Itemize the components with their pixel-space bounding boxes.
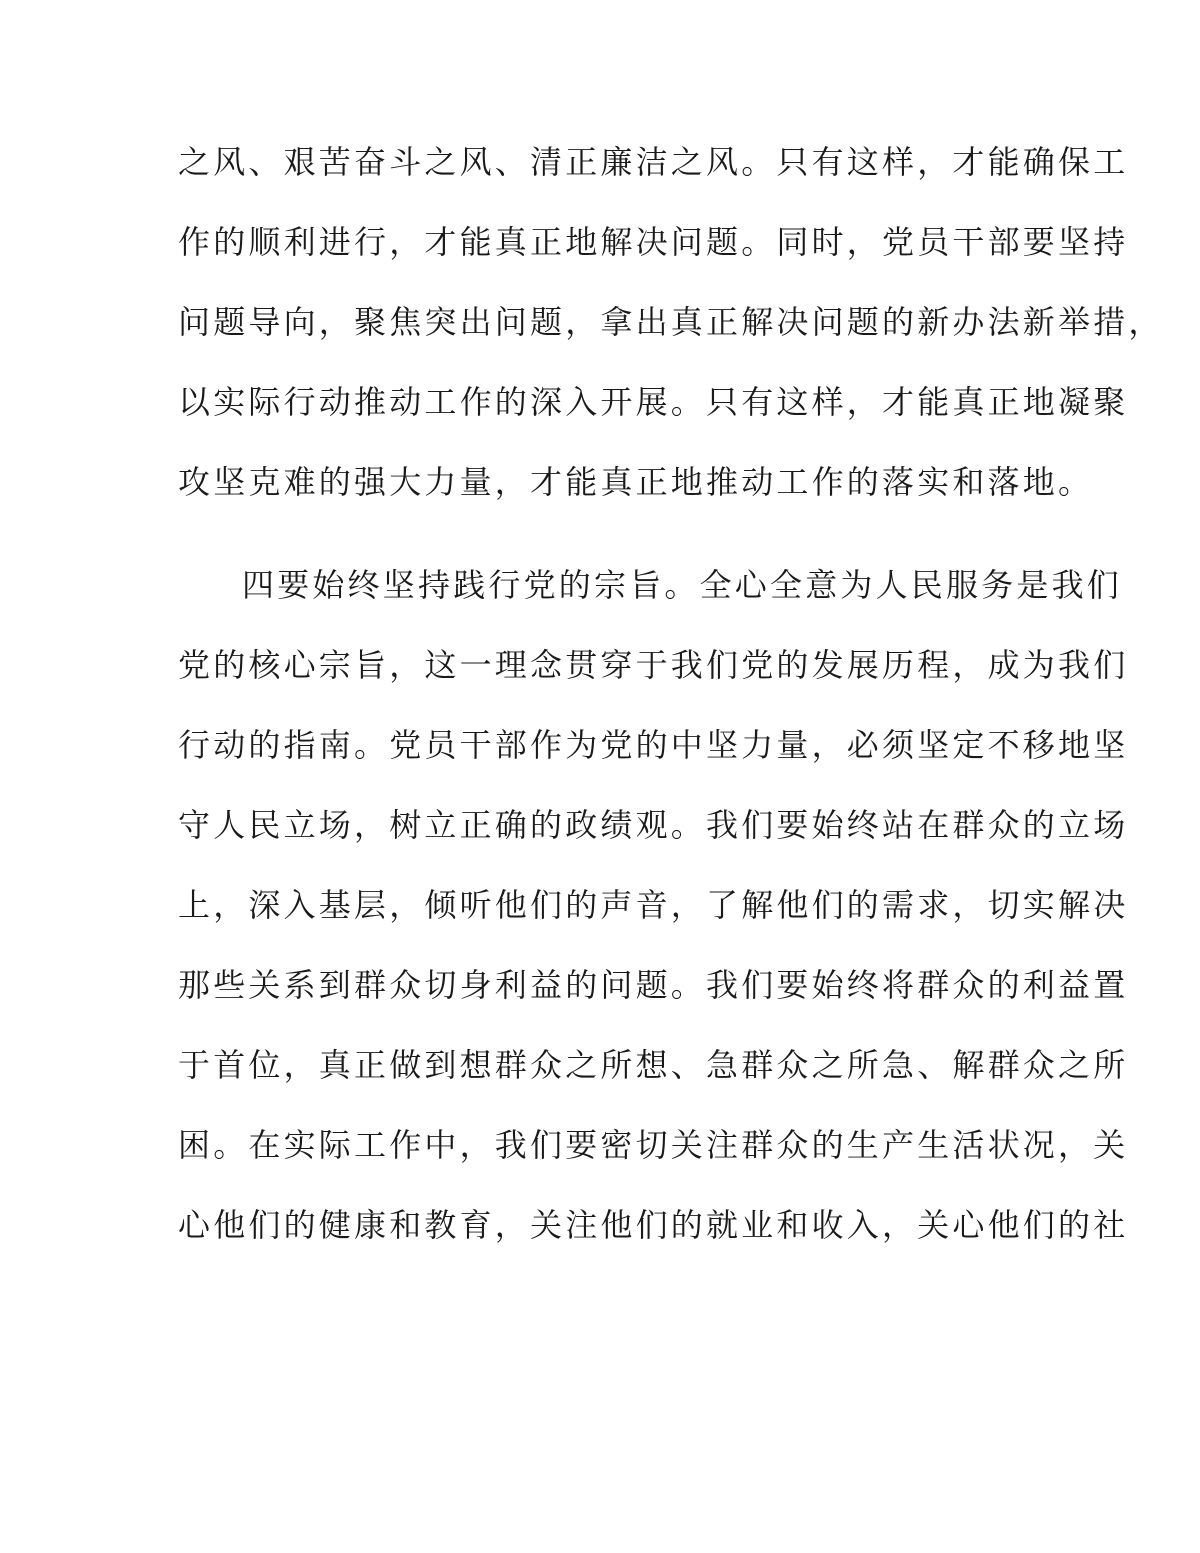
text-line: 那些关系到群众切身利益的问题。我们要始终将群众的利益置 xyxy=(178,966,1129,1004)
text-line: 行动的指南。党员干部作为党的中坚力量，必须坚定不移地坚 xyxy=(178,726,1129,764)
text-line: 心他们的健康和教育，关注他们的就业和收入，关心他们的社 xyxy=(178,1206,1129,1244)
text-line: 之风、艰苦奋斗之风、清正廉洁之风。只有这样，才能确保工 xyxy=(178,143,1129,181)
text-line: 问题导向，聚焦突出问题，拿出真正解决问题的新办法新举措， xyxy=(178,303,1164,341)
text-line: 于首位，真正做到想群众之所想、急群众之所急、解群众之所 xyxy=(178,1046,1129,1084)
text-line: 上，深入基层，倾听他们的声音，了解他们的需求，切实解决 xyxy=(178,886,1129,924)
text-line: 作的顺利进行，才能真正地解决问题。同时，党员干部要坚持 xyxy=(178,223,1129,261)
text-line: 守人民立场，树立正确的政绩观。我们要始终站在群众的立场 xyxy=(178,806,1129,844)
text-line: 攻坚克难的强大力量，才能真正地推动工作的落实和落地。 xyxy=(178,463,1094,501)
text-line: 以实际行动推动工作的深入开展。只有这样，才能真正地凝聚 xyxy=(178,383,1129,421)
text-line: 党的核心宗旨，这一理念贯穿于我们党的发展历程，成为我们 xyxy=(178,646,1129,684)
paragraph-first-line: 四要始终坚持践行党的宗旨。全心全意为人民服务是我们 xyxy=(242,566,1123,604)
text-line: 困。在实际工作中，我们要密切关注群众的生产生活状况，关 xyxy=(178,1126,1129,1164)
